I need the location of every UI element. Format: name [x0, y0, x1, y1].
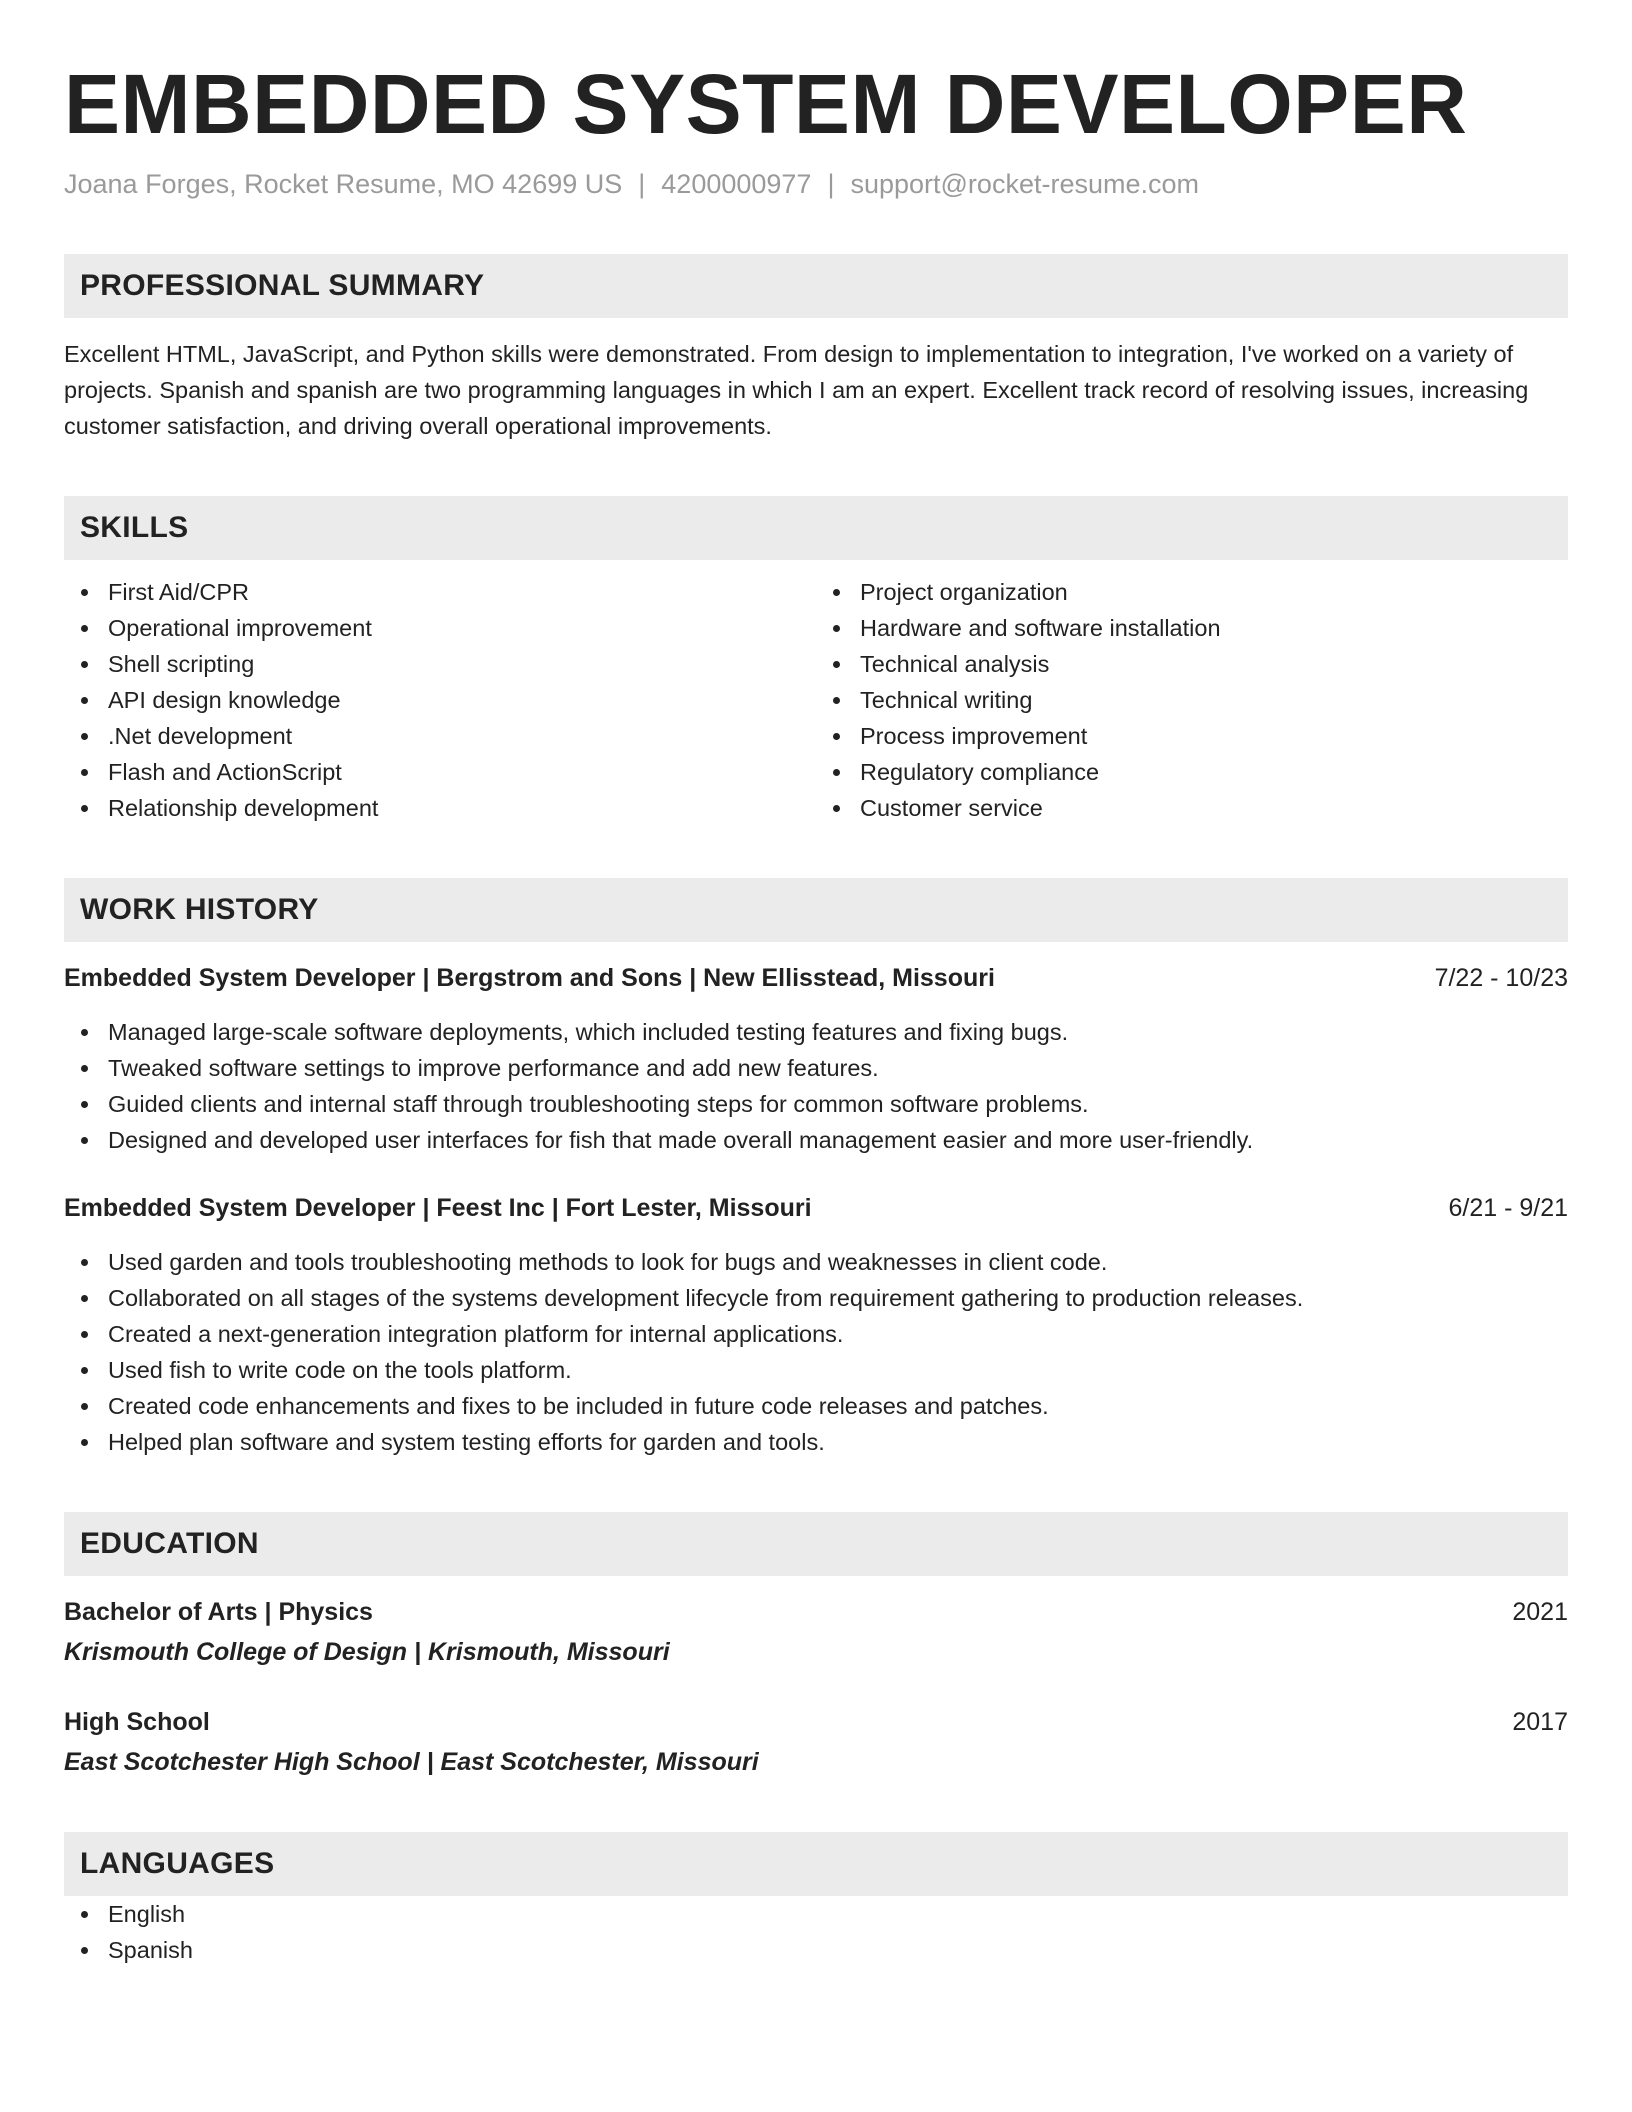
skills-grid — [64, 574, 1568, 826]
skill-item: Hardware and software installation — [860, 610, 1568, 646]
skill-item: Process improvement — [860, 718, 1568, 754]
contact-phone: 4200000977 — [661, 169, 812, 199]
language-item: English — [108, 1896, 1568, 1932]
education-degree: High School — [64, 1708, 210, 1736]
skill-item: Relationship development — [108, 790, 816, 826]
contact-address: Joana Forges, Rocket Resume, MO 42699 US — [64, 169, 623, 199]
contact-separator: | — [638, 169, 646, 199]
job-bullet: Designed and developed user interfaces for fish that made overall management easier and more user-friendly. — [108, 1122, 1568, 1158]
job-bullet: Tweaked software settings to improve performance and add new features. — [108, 1050, 1568, 1086]
skill-item: Operational improvement — [108, 610, 816, 646]
job-bullets — [64, 1014, 1568, 1158]
job-header — [64, 960, 1568, 996]
job-bullet: Helped plan software and system testing efforts for garden and tools. — [108, 1424, 1568, 1460]
job-entry — [64, 960, 1568, 1158]
job-title: Embedded System Developer | Bergstrom and Sons | New Ellisstead, Missouri — [64, 964, 995, 992]
job-bullet: Used garden and tools troubleshooting methods to look for bugs and weaknesses in client code. — [108, 1244, 1568, 1280]
skill-item: Technical analysis — [860, 646, 1568, 682]
education-school: Krismouth College of Design | Krismouth, Missouri — [64, 1638, 670, 1666]
resume-title: EMBEDDED SYSTEM DEVELOPER — [64, 57, 1468, 151]
language-item: Spanish — [108, 1932, 1568, 1968]
skill-item: API design knowledge — [108, 682, 816, 718]
education-header — [64, 1704, 1568, 1740]
skill-item: First Aid/CPR — [108, 574, 816, 610]
skills-list-left — [64, 574, 816, 826]
languages-heading: LANGUAGES — [64, 1832, 1568, 1896]
education-school: East Scotchester High School | East Scotchester, Missouri — [64, 1748, 759, 1776]
summary-text: Excellent HTML, JavaScript, and Python skills were demonstrated. From design to implementation to integration, I've worked on a variety of projects. Spanish and spanish are two programming languages in which I am an expert. Excellent track record of resolving issues, increasing customer satisfaction, and driving overall operational improvements. — [64, 341, 1529, 439]
job-entry — [64, 1190, 1568, 1460]
contact-line — [64, 166, 1568, 202]
skill-item: Customer service — [860, 790, 1568, 826]
education-entry — [64, 1704, 1568, 1780]
education-heading: EDUCATION — [64, 1512, 1568, 1576]
job-dates: 7/22 - 10/23 — [1434, 964, 1568, 992]
skills-column-left — [64, 574, 816, 826]
job-bullets — [64, 1244, 1568, 1460]
job-bullet: Managed large-scale software deployments, which included testing features and fixing bugs. — [108, 1014, 1568, 1050]
summary-heading: PROFESSIONAL SUMMARY — [64, 254, 1568, 318]
skills-column-right — [816, 574, 1568, 826]
skills-list-right — [816, 574, 1568, 826]
skill-item: .Net development — [108, 718, 816, 754]
skill-item: Flash and ActionScript — [108, 754, 816, 790]
job-title: Embedded System Developer | Feest Inc | Fort Lester, Missouri — [64, 1194, 812, 1222]
job-bullet: Collaborated on all stages of the systems development lifecycle from requirement gathering to production releases. — [108, 1280, 1568, 1316]
job-bullet: Created a next-generation integration platform for internal applications. — [108, 1316, 1568, 1352]
job-bullet: Used fish to write code on the tools platform. — [108, 1352, 1568, 1388]
work-history-heading: WORK HISTORY — [64, 878, 1568, 942]
job-bullet: Guided clients and internal staff through troubleshooting steps for common software problems. — [108, 1086, 1568, 1122]
contact-email: support@rocket-resume.com — [850, 169, 1199, 199]
languages-list — [64, 1896, 1568, 1968]
job-bullet: Created code enhancements and fixes to be included in future code releases and patches. — [108, 1388, 1568, 1424]
skill-item: Regulatory compliance — [860, 754, 1568, 790]
skill-item: Technical writing — [860, 682, 1568, 718]
job-dates: 6/21 - 9/21 — [1448, 1194, 1568, 1222]
education-year: 2017 — [1512, 1708, 1568, 1736]
skills-heading: SKILLS — [64, 496, 1568, 560]
education-entry — [64, 1594, 1568, 1670]
job-header — [64, 1190, 1568, 1226]
education-degree: Bachelor of Arts | Physics — [64, 1598, 373, 1626]
skill-item: Shell scripting — [108, 646, 816, 682]
contact-separator: | — [827, 169, 835, 199]
education-year: 2021 — [1512, 1598, 1568, 1626]
skill-item: Project organization — [860, 574, 1568, 610]
education-header — [64, 1594, 1568, 1630]
